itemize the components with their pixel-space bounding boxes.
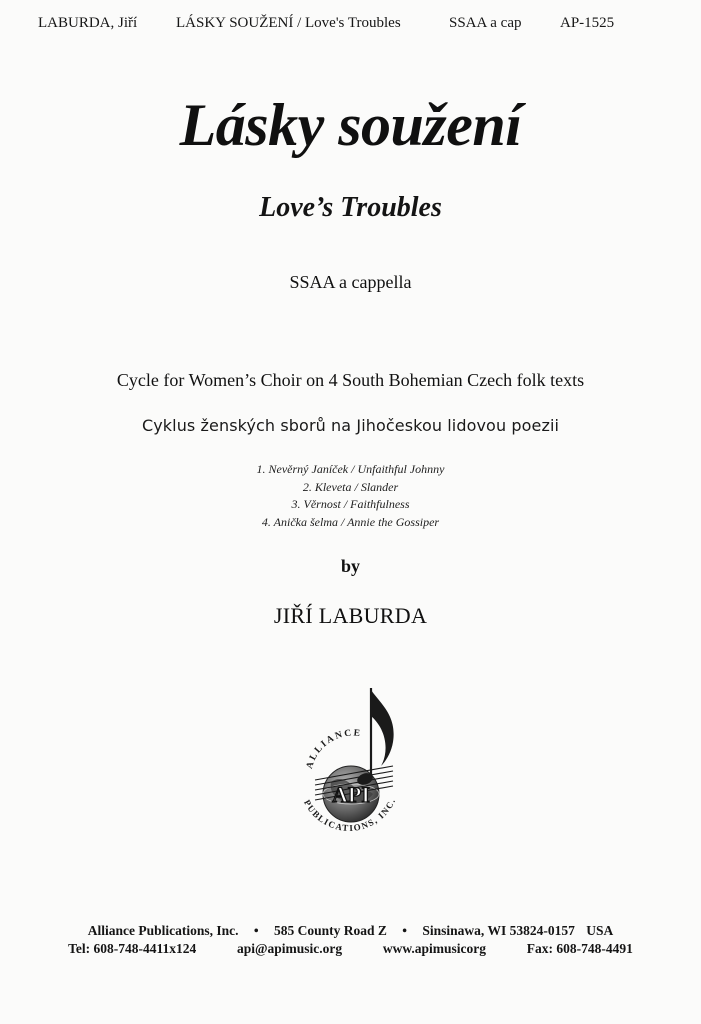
footer-website: www.apimusicorg [382,941,487,956]
footer-phone: Tel: 608-748-4411x124 [68,941,197,956]
song-item: 1. Nevěrný Janíček / Unfaithful Johnny [256,462,445,476]
footer-email: api@apimusic.org [236,941,343,956]
header-title: LÁSKY SOUŽENÍ / Love's Troubles [176,15,401,31]
footer-address-line [0,922,701,940]
publisher-logo [281,682,421,862]
footer-city: Sinsinawa, WI 53824-0157 [422,923,575,938]
song-item: 2. Kleveta / Slander [302,479,399,494]
description-english: Cycle for Women’s Choir on 4 South Bohemian Czech folk texts [116,370,585,390]
music-note-icon [371,688,394,778]
footer-bullet: • [402,923,408,938]
song-item: 4. Anička šelma / Annie the Gossiper [261,514,440,529]
logo-arc-bottom: PUBLICATIONS, INC. [301,796,398,834]
footer-country: USA [586,923,614,938]
description-czech: Cyklus ženských sborů na Jihočeskou lidovou poezii [141,416,560,435]
logo-arc-top: ALLIANCE [304,728,363,771]
composer-name: JIŘÍ LABURDA [273,603,428,628]
work-title: Lásky soužení [179,92,522,158]
song-list [0,461,701,531]
footer-contact-line [0,940,701,958]
voicing: SSAA a cappella [289,272,412,292]
header-composer: LABURDA, Jiří [38,15,138,31]
work-subtitle: Love’s Troubles [259,192,442,223]
header-catalog-number: AP-1525 [560,15,615,31]
footer-publisher: Alliance Publications, Inc. [87,923,239,938]
footer-address: 585 County Road Z [274,923,387,938]
footer-bullet: • [253,923,259,938]
header-voicing: SSAA a cap [449,15,522,31]
song-item: 3. Věrnost / Faithfulness [291,497,410,511]
by-label: by [340,556,360,576]
logo-initials: API [332,782,370,807]
footer-fax: Fax: 608-748-4491 [526,941,633,956]
